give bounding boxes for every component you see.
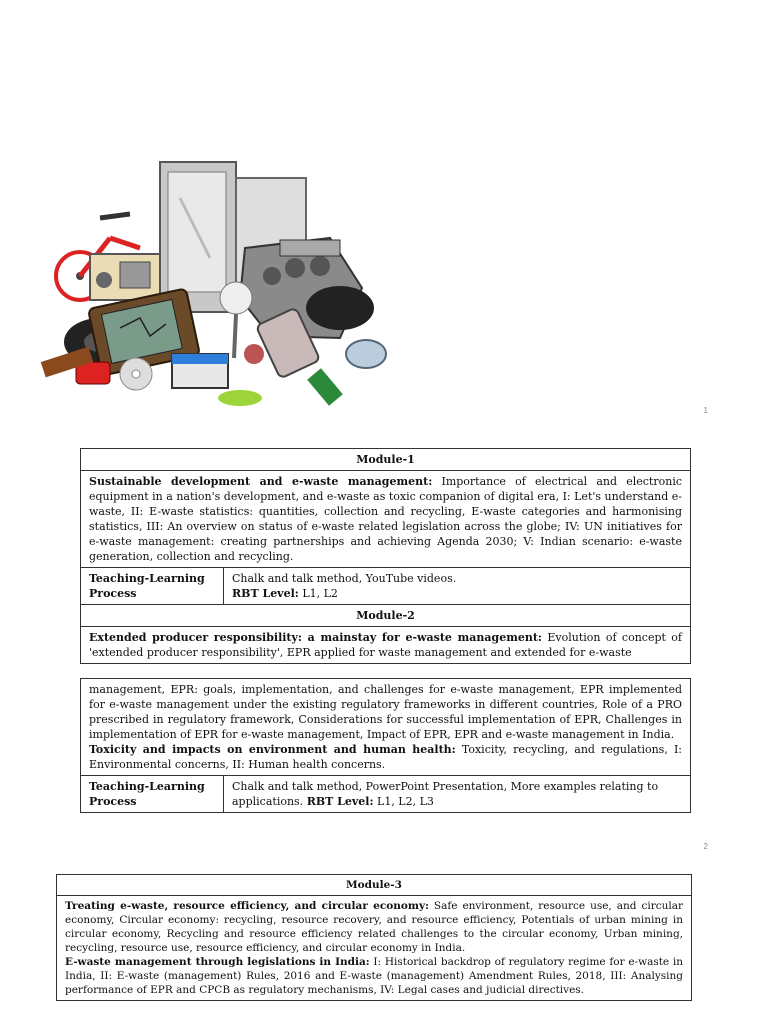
module-1-rbt xyxy=(232,586,682,601)
ewaste-pile-illustration xyxy=(40,158,392,410)
page-number: 1 xyxy=(703,406,708,415)
module-1-tlp-content xyxy=(224,568,691,605)
module-2-tlp-label: Teaching-Learning Process xyxy=(81,776,224,813)
module-3-text: Safe environment, resource use, and circular economy, Circular economy: recycling, resource recovery, and resource efficiency, Potentials of urban mining in circular economy, Recycling and resource efficiency related challenges to the circular economy, Urban mining, recycling, resource use, resource efficiency, and circular economy in India. xyxy=(65,900,684,954)
module-2-rbt-value: L1, L2, L3 xyxy=(373,795,434,808)
page-number: 2 xyxy=(703,842,708,851)
module-1-tlp-label: Teaching-Learning Process xyxy=(81,568,224,605)
page-2 xyxy=(0,430,768,860)
page-3 xyxy=(0,860,768,1024)
module-2-bold-intro-2: Toxicity and impacts on environment and human health: xyxy=(89,743,456,756)
module-2-text-2: Toxicity, recycling, and regulations, I: Environmental concerns, II: Human health concerns. xyxy=(89,743,683,771)
module-2-content-part2 xyxy=(81,679,691,776)
module-2-tlp-methods: Chalk and talk method, PowerPoint Presentation, More examples relating to applications. xyxy=(232,780,659,808)
module-2-rbt-label: RBT Level: xyxy=(306,795,374,808)
page-1 xyxy=(0,0,768,430)
module-1-text: Importance of electrical and electronic equipment in a nation's development, and e-waste as toxic companion of digital era, I: Let's understand e-waste, II: E-waste statistics: quantities, collection and recycling, E-waste categories and harmonising statistics, III: An overview on status of e-waste related legislation across the globe; IV: UN initiatives for e-waste management: creating partnerships and achieving Agenda 2030; V: Indian scenario: e-waste generation, collection and recycling. xyxy=(89,475,683,563)
module-2-table-continued xyxy=(80,678,691,813)
module-3-text-2: I: Historical backdrop of regulatory regime for e-waste in India, II: E-waste (management) Rules, 2016 and E-waste (management) Amendment Rules, 2018, III: Analysing performance of EPR and CPCB as regulatory mechanisms, IV: Legal cases and judicial directives. xyxy=(65,956,684,996)
module-3-content xyxy=(57,896,692,1001)
module-2-content-part1 xyxy=(81,627,691,664)
module-1-rbt-label: RBT Level: xyxy=(232,587,299,600)
module-2-text-part2: management, EPR: goals, implementation, and challenges for e-waste management, EPR implemented for e-waste management under the existing regulatory frameworks in different countries, Role of a PRO prescribed in regulatory framework, Considerations for successful implementation of EPR, Challenges in implementation of EPR for e-waste management, Impact of EPR, EPR and e-waste management in India. xyxy=(89,683,682,741)
module-1-content xyxy=(81,471,691,568)
module-1-rbt-value: L1, L2 xyxy=(298,587,338,600)
module-2-heading: Module-2 xyxy=(81,605,691,627)
module-1-bold-intro: Sustainable development and e-waste management: xyxy=(89,475,433,488)
module-3-table xyxy=(56,874,692,1001)
module-1-tlp-methods: Chalk and talk method, YouTube videos. xyxy=(232,572,457,585)
module-1-table xyxy=(80,448,691,664)
module-2-bold-intro: Extended producer responsibility: a mainstay for e-waste management: xyxy=(89,631,542,644)
module-2-tlp-content xyxy=(224,776,691,813)
module-3-heading: Module-3 xyxy=(57,875,692,896)
module-1-heading: Module-1 xyxy=(81,449,691,471)
module-2-text-part1: Evolution of concept of 'extended producer responsibility', EPR applied for waste management and extended for e-waste xyxy=(89,631,682,659)
module-3-bold-intro: Treating e-waste, resource efficiency, and circular economy: xyxy=(65,900,429,912)
module-3-bold-intro-2: E-waste management through legislations in India: xyxy=(65,956,370,968)
